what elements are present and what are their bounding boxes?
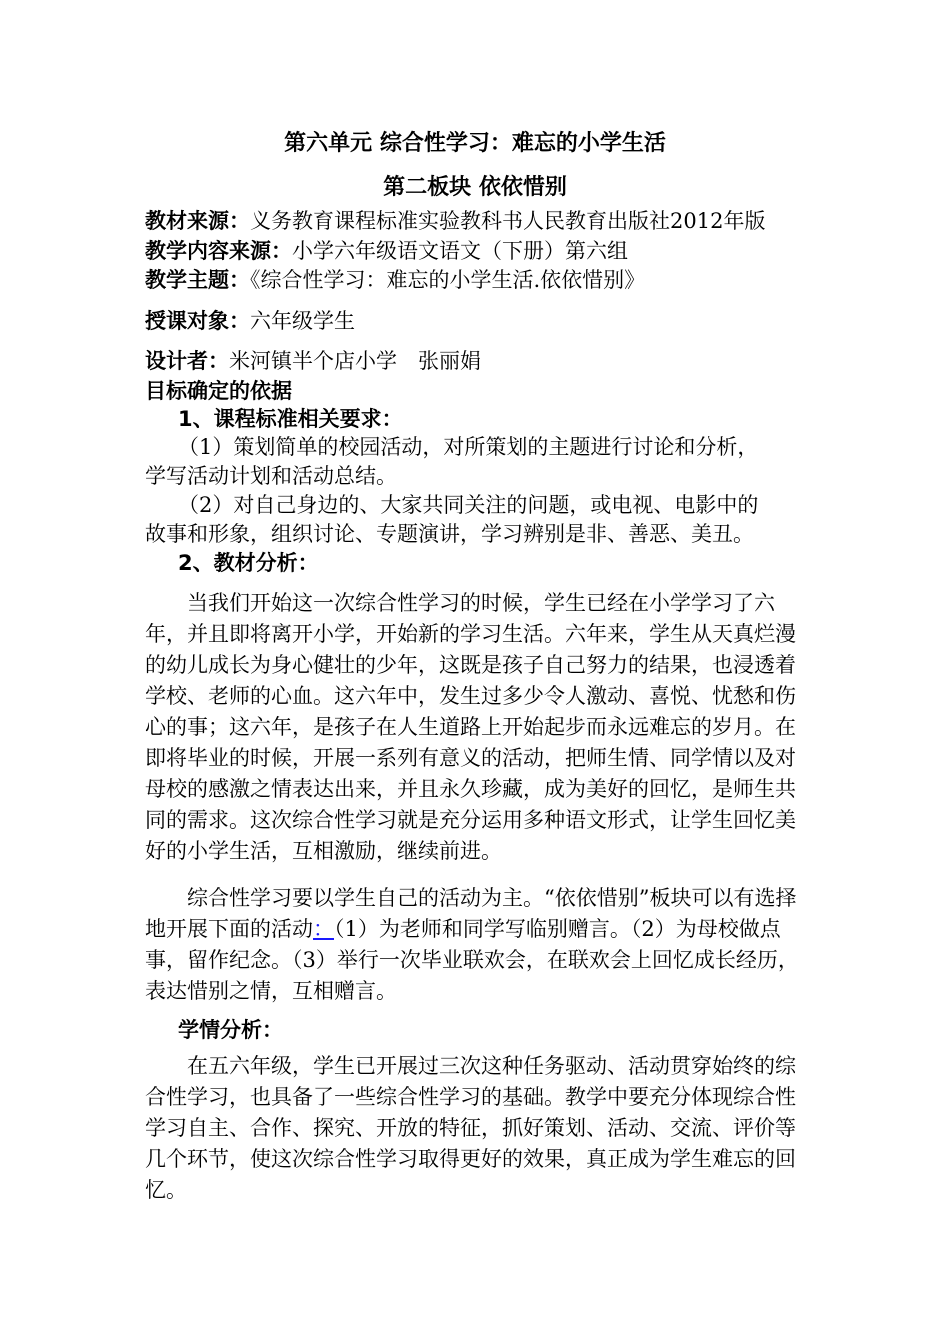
section2-heading: 2、教材分析： <box>178 551 319 575</box>
section1-item1-line2: 学写活动计划和活动总结。 <box>145 464 397 488</box>
basis-heading: 目标确定的依据 <box>145 379 292 403</box>
section3-heading: 学情分析： <box>178 1018 283 1042</box>
section2-para1: 当我们开始这一次综合性学习的时候，学生已经在小学学习了六年，并且即将离开小学，开始新的学习生活。六年来，学生从天真烂漫的幼儿成长为身心健壮的少年，这既是孩子自己努力的结果，也浸透着学校、老师的心血。这六年中，发生过多少令人激动、喜悦、忧愁和伤心的事；这六年，是孩子在人生道路上开始起步而永远难忘的岁月。在即将毕业的时候，开展一系列有意义的活动，把师生情、同学情以及对母校的感激之情表达出来，并且永久珍藏，成为美好的回忆，是师生共同的需求。这次综合性学习就是充分运用多种语文形式，让学生回忆美好的小学生活，互相激励，继续前进。 <box>145 591 796 863</box>
meta-source-label: 教材来源： <box>145 209 250 233</box>
meta-theme-value: 《综合性学习：难忘的小学生活.依依惜别》 <box>250 268 646 292</box>
meta-designer <box>145 346 481 376</box>
meta-content-value: 小学六年级语文语文（下册）第六组 <box>292 239 628 263</box>
document-subtitle: 第二板块 依依惜别 <box>383 175 567 200</box>
meta-content <box>145 236 628 266</box>
meta-source-value: 义务教育课程标准实验教科书人民教育出版社2012年版 <box>250 209 766 233</box>
meta-audience-value: 六年级学生 <box>250 309 355 333</box>
meta-theme-label: 教学主题： <box>145 268 250 292</box>
meta-designer-value: 米河镇半个店小学 张丽娟 <box>229 349 481 373</box>
document-title: 第六单元 综合性学习：难忘的小学生活 <box>284 131 666 156</box>
section1-item2-line2: 故事和形象，组织讨论、专题演讲，学习辨别是非、善恶、美丑。 <box>145 522 754 546</box>
section1-item1-line1: （1）策划简单的校园活动，对所策划的主题进行讨论和分析， <box>178 435 759 459</box>
meta-content-label: 教学内容来源： <box>145 239 292 263</box>
section1-heading: 1、课程标准相关要求： <box>178 407 403 431</box>
section3-para: 在五六年级，学生已开展过三次这种任务驱动、活动贯穿始终的综合性学习，也具备了一些综合性学习的基础。教学中要充分体现综合性学习自主、合作、探究、开放的特征，抓好策划、活动、交流、评价等几个环节，使这次综合性学习取得更好的效果，真正成为学生难忘的回忆。 <box>145 1054 796 1202</box>
section2-para2 <box>145 883 810 1007</box>
section2-para2-link[interactable]: ： <box>313 917 334 941</box>
meta-audience-label: 授课对象： <box>145 309 250 333</box>
meta-designer-label: 设计者： <box>145 349 229 373</box>
section2-para2-text-a: 综合性学习要以学生自己的活动为主。“依依惜别”板块可以有选择地开展下面的活动 <box>145 886 797 941</box>
section1-item2-line1: （2）对自己身边的、大家共同关注的问题，或电视、电影中的 <box>178 493 759 517</box>
section2-para2-text-b: （1）为老师和同学写临别赠言。（2）为母校做点事，留作纪念。（3）举行一次毕业联欢会，在联欢会上回忆成长经历，表达惜别之情，互相赠言。 <box>145 917 799 1003</box>
meta-audience <box>145 306 355 336</box>
meta-source <box>145 206 765 236</box>
meta-theme <box>145 265 645 295</box>
